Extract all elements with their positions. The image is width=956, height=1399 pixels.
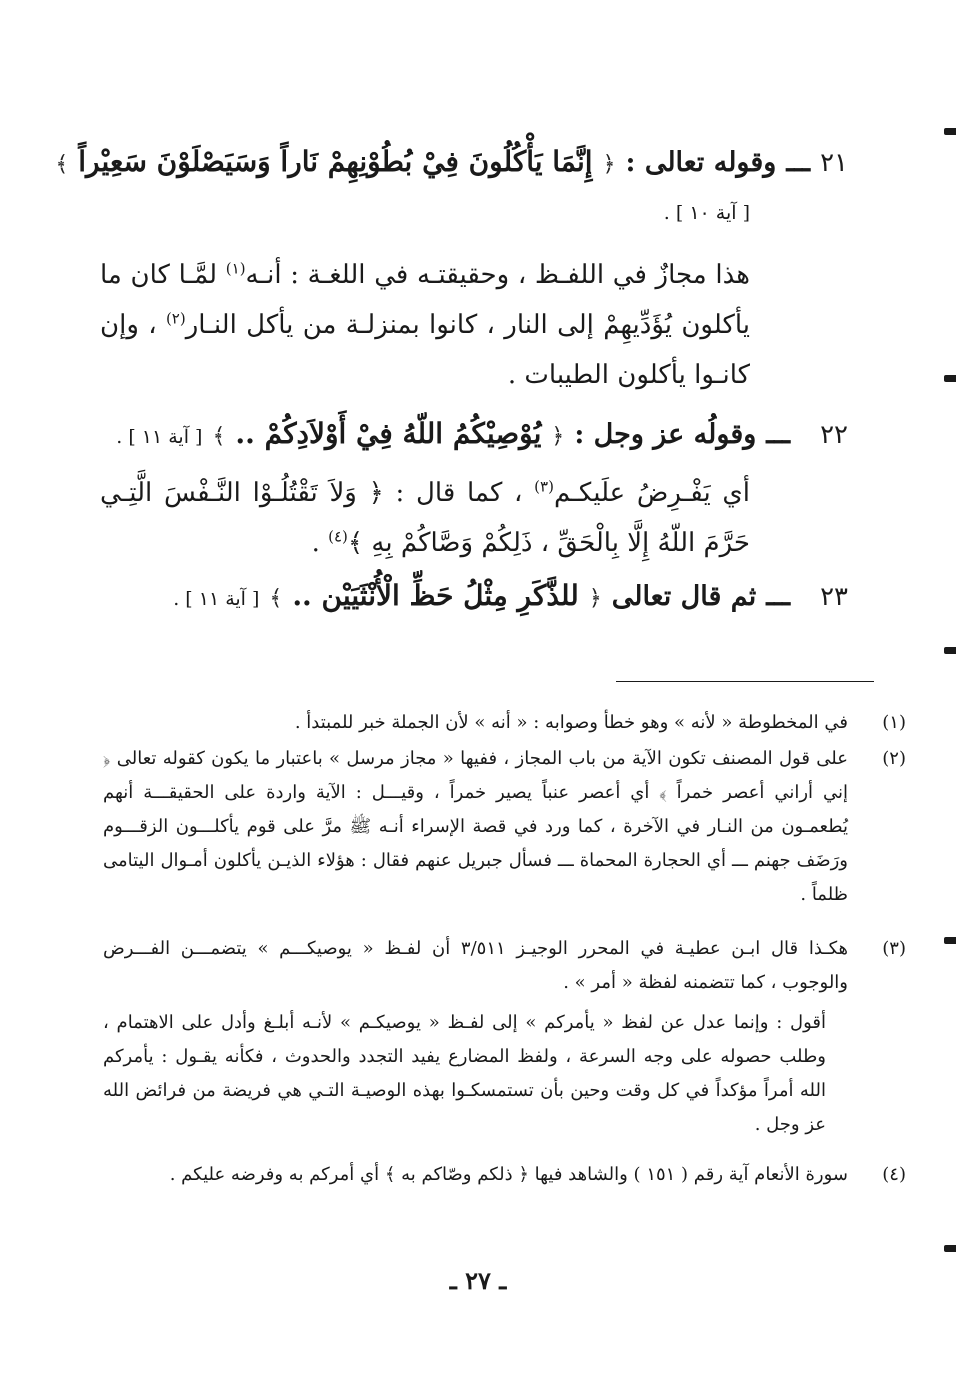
quran-quote: يُوْصِيْكُمُ اللّهُ فِيْ أَوْلاَدِكُمْ .. xyxy=(235,417,542,450)
footnote-text: هكـذا قال ابـن عطيـة في المحرر الوجيـز ٣/٥١١ أن لفـظ « يوصيكـــم » يتضمـــن الفـــرض والوجوب ، كما تتضمنه لفظة « أمر » . xyxy=(103,938,848,993)
footnote-ref: (٣) xyxy=(534,477,554,496)
ornate-bracket-close-icon: ﴾ xyxy=(212,424,226,449)
footnote-ref: (٤) xyxy=(328,527,348,546)
commentary-text: هذا مجازٌ في اللفـظ ، وحقيقتـه في اللغـة : أنـه xyxy=(245,260,750,290)
aya-reference: [ آية ١١ ] . xyxy=(116,426,203,448)
commentary-text: لمَّـا كان ما يأكلون يُؤَدِّيهِمْ إلى النار ، كانوا بمنزلـة من يأكل النـار xyxy=(100,260,750,340)
ornate-bracket-open-icon: ﴿ xyxy=(602,152,616,177)
entry-21 xyxy=(55,138,848,189)
entry-lead: وقوله تعالى : xyxy=(625,147,777,178)
commentary-text: ، كما قال : ﴿ وَلاَ تَقْتُلُـوْا النَّـفْسَ الَّتِـي حَرَّمَ اللّهُ إِلَّا بِالْحَقِّ ، ذَلِكُمْ وَصَّاكُمْ بِهِ ﴾ xyxy=(100,478,750,558)
commentary-text: . xyxy=(311,528,329,558)
entry-23 xyxy=(88,572,848,623)
footnote-number: (٢) xyxy=(882,748,906,769)
ornate-bracket-open-icon: ﴿ xyxy=(588,586,602,611)
footnote-3-continuation: أقول : وإنما عدل عن لفظ « يأمركم » إلى لفـظ « يوصيكـم » لأنـه أبلـغ وأدل على الاهتمام ، وطلب حصوله على وجه السرعة ، ولفظ المضارع يفيد التجدد والحدوث ، فكأنه يقـول : يأمركم الله أمراً مؤكداً في كل وقت وحين بأن تستمسكـوا بهذه الوصيـة التـي هي فريضة من فرائض الله عز وجل . xyxy=(103,1012,826,1135)
entry-heading xyxy=(88,572,848,623)
quran-quote: للذَّكَرِ مِثْلُ حَظِّ الْأُنْثَيَيْن .. xyxy=(292,579,579,612)
page-number: ـ ٢٧ ـ xyxy=(449,1266,507,1295)
margin-mark xyxy=(944,128,956,135)
entry-22 xyxy=(88,410,848,461)
footnote-1 xyxy=(103,706,906,740)
entry-dash: ـــ xyxy=(766,419,790,450)
margin-mark xyxy=(944,1245,956,1252)
commentary-text: أي يَفْـرِضُ علَيكـم xyxy=(553,478,750,508)
entry-heading xyxy=(55,138,848,189)
ornate-bracket-open-icon: ﴿ xyxy=(551,424,565,449)
entry-heading xyxy=(88,410,848,461)
footnote-ref: (٢) xyxy=(165,309,186,328)
margin-mark xyxy=(944,647,956,654)
entry-number: ٢١ xyxy=(820,148,848,178)
entry-lead: وقولُه عز وجل : xyxy=(574,419,757,450)
entry-number: ٢٣ xyxy=(820,582,848,612)
footnote-number: (٤) xyxy=(882,1164,906,1185)
entry-dash: ـــ xyxy=(786,147,811,178)
quran-quote: إِنَّمَا يَأْكُلُونَ فِيْ بُطُوْنِهِمْ نَاراً وَسَيَصْلَوْنَ سَعِيْراً xyxy=(78,145,593,178)
footnote-2 xyxy=(103,742,906,912)
commentary-text: ، وإن كانـوا يأكلون الطيبات . xyxy=(100,310,750,390)
footnote-ref: (١) xyxy=(225,259,246,278)
commentary-paragraph xyxy=(100,468,750,568)
footnote-3 xyxy=(103,932,906,1000)
footnote-4 xyxy=(103,1158,906,1192)
footnote-text: سورة الأنعام آية رقم ( ١٥١ ) والشاهد فيها ﴿ ذلكم وصّاكم به ﴾ أي أمركم به وفرضه عليكم . xyxy=(169,1164,848,1185)
aya-reference: [ آية ١١ ] . xyxy=(173,588,260,610)
footnote-text: في المخطوطة « لأنه » وهو خطأ وصوابه : « أنه » لأن الجملة خبر للمبتدأ . xyxy=(294,712,848,733)
entry-number: ٢٢ xyxy=(820,420,848,450)
margin-mark xyxy=(944,375,956,382)
footnote-number: (١) xyxy=(882,712,906,733)
commentary-paragraph xyxy=(100,250,750,400)
ornate-bracket-close-icon: ﴾ xyxy=(269,586,283,611)
entry-dash: ـــ xyxy=(766,581,790,612)
margin-mark xyxy=(944,937,956,944)
footnote-number: (٣) xyxy=(882,938,906,959)
aya-reference: [ آية ١٠ ] . xyxy=(663,202,750,224)
ornate-bracket-close-icon: ﴾ xyxy=(55,152,69,177)
entry-lead: ثم قال تعالى xyxy=(611,581,757,612)
footnote-separator xyxy=(616,681,874,682)
footnote-text: على قول المصنف تكون الآية من باب المجاز ، ففيها « مجاز مرسل » باعتبار ما يكون كقوله تعالى ﴿ إني أراني أعصر خمراً ﴾ أي أعصر عنباً يصير خمراً ، وقيـــل : الآية واردة على الحقيقـــة أنهم يُطعمـون من النـار في الآخرة ، كما ورد في قصة الإسراء أنـه ﷺ مرَّ على قوم يأكلـــون الزقـــوم ورَضَف جهنم ـــ أي الحجارة المحماة ـــ فسأل جبريل عنهم فقال : هؤلاء الذيـن يأكلون أمـوال اليتامى ظلماً . xyxy=(103,748,848,905)
